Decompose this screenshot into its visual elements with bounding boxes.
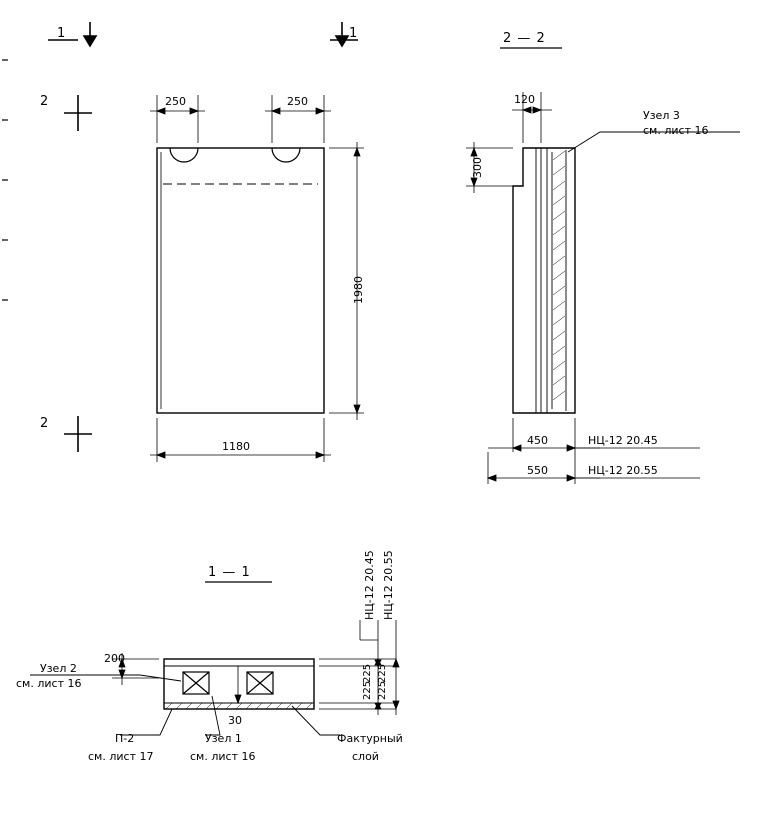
front-dim-height-label: 1980	[352, 276, 365, 304]
bottom-vertical-note-1: НЦ-12 20.45	[363, 550, 376, 620]
front-dim-250-right-label: 250	[287, 95, 308, 108]
side-dim-120-label: 120	[514, 93, 535, 106]
connector-bowtie-left	[183, 672, 209, 694]
callout-node2-line1: Узел 2	[40, 662, 77, 675]
stack-label-2: 225	[377, 663, 388, 683]
sheet-edge-ticks	[2, 60, 8, 300]
callout-node3-line2: см. лист 16	[643, 124, 709, 137]
callout-node1-line2: см. лист 16	[190, 750, 256, 763]
callout-p2-line1: П-2	[115, 732, 135, 745]
side-note-1: НЦ-12 20.45	[588, 434, 658, 447]
callout-node1-line1: Узел 1	[205, 732, 242, 745]
section-mark-2-lower	[64, 416, 92, 452]
section-1-1-title: 1 — 1	[208, 565, 251, 580]
callout-p2-line2: см. лист 17	[88, 750, 154, 763]
front-view-panel	[157, 148, 324, 413]
callout-node3-line1: Узел 3	[643, 109, 680, 122]
bottom-vertical-note-2: НЦ-12 20.55	[382, 550, 395, 620]
side-note-2: НЦ-12 20.55	[588, 464, 658, 477]
section-mark-2-lower-label: 2	[40, 416, 50, 431]
connector-bowtie-right	[247, 672, 273, 694]
section-mark-2-upper	[64, 95, 92, 131]
front-dim-width-label: 1180	[222, 440, 250, 453]
callout-node2-line2: см. лист 16	[16, 677, 82, 690]
side-dim-550-label: 550	[527, 464, 548, 477]
front-dim-250-left-label: 250	[165, 95, 186, 108]
side-dim-450-label: 450	[527, 434, 548, 447]
section-2-2-title: 2 — 2	[503, 31, 546, 46]
stack-label-1: 225	[362, 663, 373, 683]
section-mark-1-top-left-label: 1	[57, 26, 67, 41]
section-mark-2-upper-label: 2	[40, 94, 50, 109]
stack-label-4: 225	[377, 680, 388, 700]
stack-label-3: 225	[362, 680, 373, 700]
section11-dim-30-label: 30	[228, 714, 242, 727]
callout-facing-line2: слой	[352, 750, 379, 763]
section-mark-1-top-right-label: 1	[349, 26, 359, 41]
section11-dim-200-label: 200	[104, 652, 125, 665]
callout-facing-leader	[292, 706, 340, 735]
callout-facing-line1: Фактурный	[337, 732, 403, 745]
side-dim-300-label: 300	[471, 157, 484, 178]
section-mark-1-top-left	[48, 22, 96, 46]
